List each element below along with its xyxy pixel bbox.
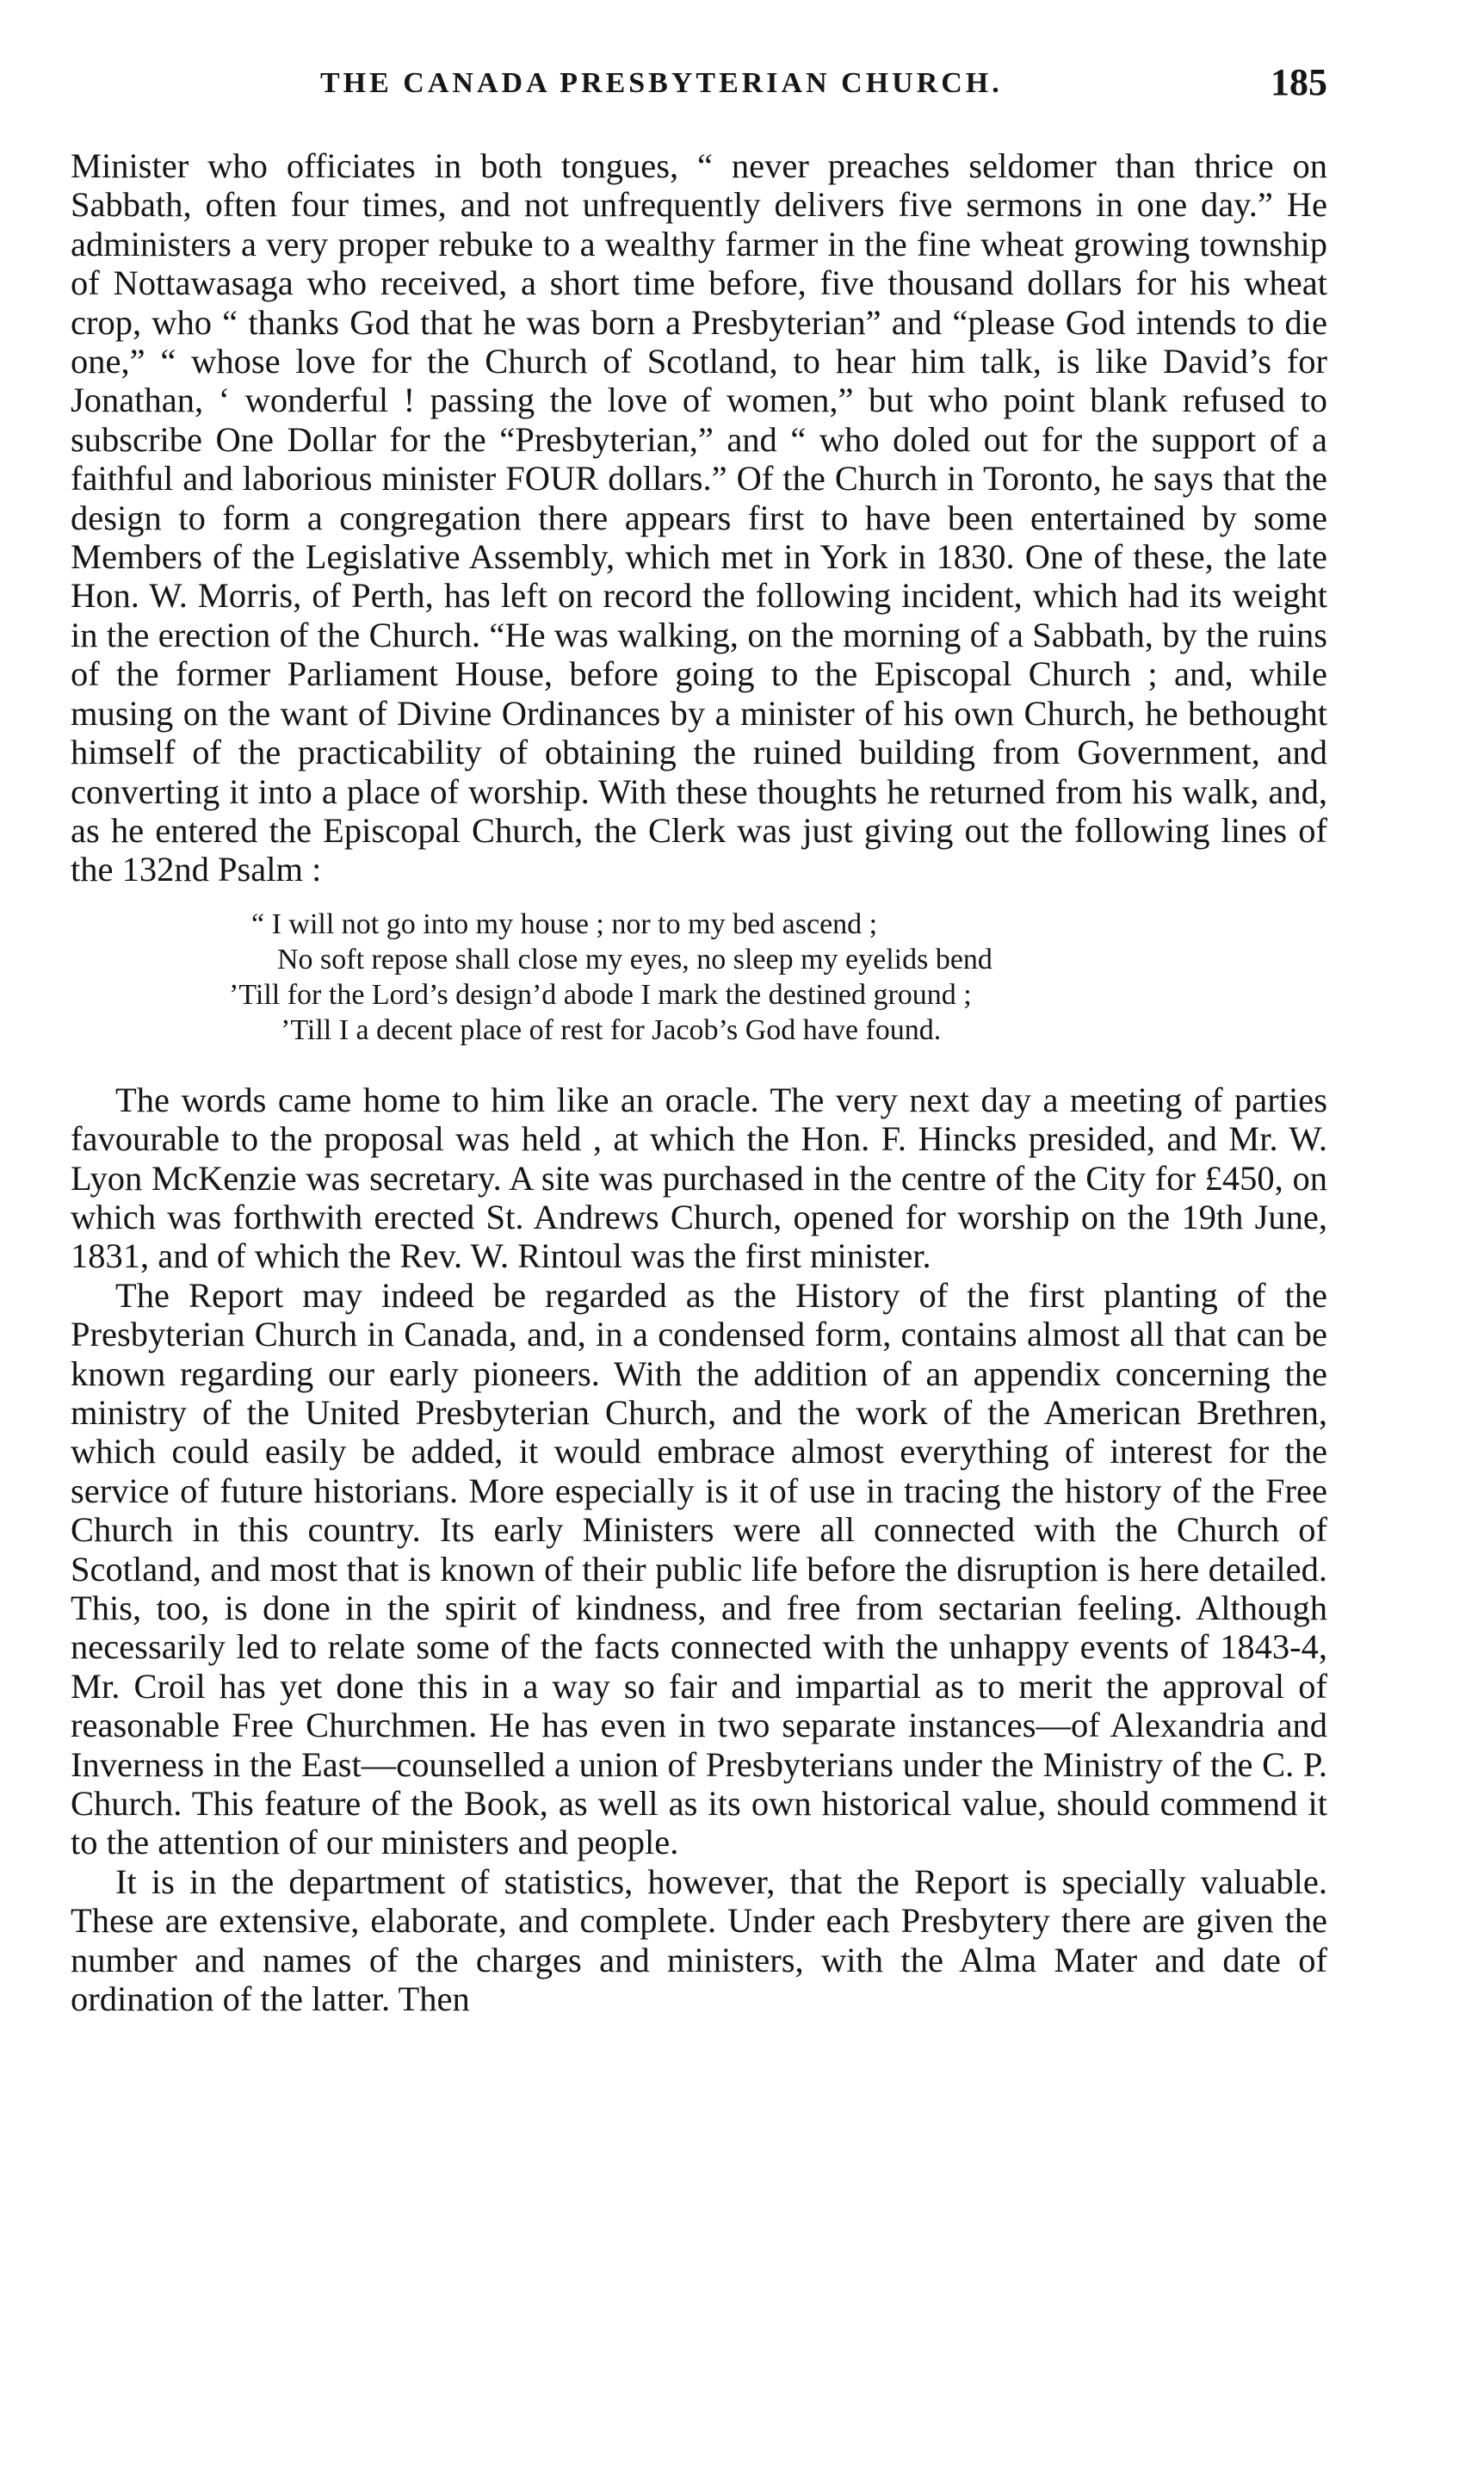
page-body	[71, 146, 1327, 2018]
paragraph-report-history: The Report may indeed be regarded as the History of the first planting of the Presbyterian Church in Canada, and, in a condensed form, contains almost all that can be known regarding our early pioneers. With the addition of an appendix concerning the ministry of the United Presbyterian Church, and the work of the American Brethren, which could easily be added, it would embrace almost everything of interest for the service of future historians. More especially is it of use in tracing the history of the Free Church in this country. Its early Ministers were all connected with the Church of Scotland, and most that is known of their public life before the disruption is here detailed. This, too, is done in the spirit of kindness, and free from sectarian feeling. Although necessarily led to relate some of the facts connected with the unhappy events of 1843-4, Mr. Croil has yet done this in a way so fair and impartial as to merit the approval of reasonable Free Churchmen. He has even in two separate instances—of Alexandria and Inverness in the East—counselled a union of Presbyterians under the Ministry of the C. P. Church. This feature of the Book, as well as its own historical value, should commend it to the attention of our ministers and people.	[71, 1275, 1327, 1862]
quote-line-3: ’Till for the Lord’s design’d abode I mark the destined ground ;	[229, 978, 972, 1011]
running-header	[71, 60, 1327, 112]
psalm-quotation	[71, 907, 1327, 1048]
paragraph-statistics: It is in the department of statistics, however, that the Report is specially valuable. These are extensive, elaborate, and complete. Under each Presbytery there are given the number and names of the charges and ministers, with the Alma Mater and date of ordination of the latter. Then	[71, 1861, 1327, 2019]
paragraph-oracle: The words came home to him like an oracle. The very next day a meeting of parties favourable to the proposal was held , at which the Hon. F. Hincks presided, and Mr. W. Lyon McKenzie was secretary. A site was purchased in the centre of the City for £450, on which was forthwith erected St. Andrews Church, opened for worship on the 19th June, 1831, and of which the Rev. W. Rintoul was the first minister.	[71, 1080, 1327, 1276]
page-number: 185	[1271, 61, 1327, 103]
quote-line-4: ’Till I a decent place of rest for Jacob’s God have found.	[281, 1013, 942, 1046]
paragraph-continued: Minister who officiates in both tongues, “ never preaches seldomer than thrice on Sabbath, often four times, and not unfrequently delivers five sermons in one day.” He administers a very proper rebuke to a wealthy farmer in the fine wheat growing township of Nottawasaga who received, a short time before, five thousand dollars for his wheat crop, who “ thanks God that he was born a Presbyterian” and “please God intends to die one,” “ whose love for the Church of Scotland, to hear him talk, is like David’s for Jonathan, ‘ wonderful ! passing the love of women,” but who point blank refused to subscribe One Dollar for the “Presbyterian,” and “ who doled out for the support of a faithful and laborious minister FOUR dollars.” Of the Church in Toronto, he says that the design to form a congregation there appears first to have been entertained by some Members of the Legislative Assembly, which met in York in 1830. One of these, the late Hon. W. Morris, of Perth, has left on record the following incident, which had its weight in the erection of the Church. “He was walking, on the morning of a Sabbath, by the ruins of the former Parliament House, before going to the Episcopal Church ; and, while musing on the want of Divine Ordinances by a minister of his own Church, he bethought himself of the practicability of obtaining the ruined building from Government, and converting it into a place of worship. With these thoughts he returned from his walk, and, as he entered the Episcopal Church, the Clerk was just giving out the following lines of the 132nd Psalm :	[71, 146, 1327, 889]
running-title: THE CANADA PRESBYTERIAN CHURCH.	[320, 67, 1003, 99]
quote-line-1: “ I will not go into my house ; nor to my bed ascend ;	[251, 907, 878, 940]
quote-line-2: No soft repose shall close my eyes, no sleep my eyelids bend	[277, 943, 992, 976]
